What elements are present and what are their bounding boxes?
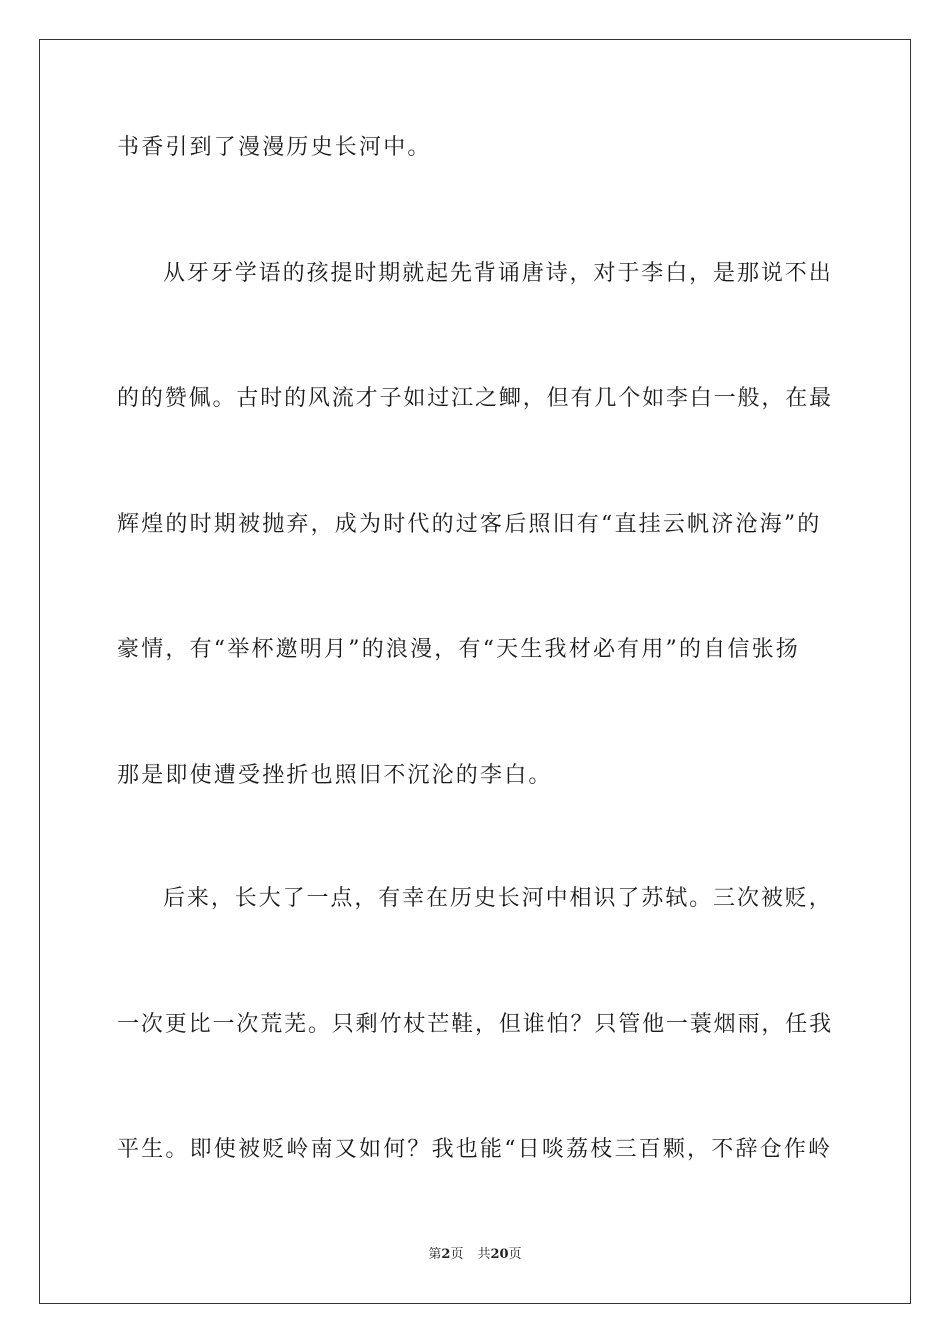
footer-total-prefix: 共 [477, 1247, 491, 1262]
text-line-7: 后来，长大了一点，有幸在历史长河中相识了苏轼。三次被贬， [163, 886, 833, 911]
footer-page-number: 2 [441, 1247, 451, 1262]
footer-total-suffix: 页 [508, 1247, 522, 1262]
page-border [39, 39, 911, 1304]
text-line-1: 书香引到了漫漫历史长河中。 [117, 135, 432, 160]
page-footer [0, 1246, 950, 1264]
text-line-6: 那是即使遭受挫折也照旧不沉沦的李白。 [117, 763, 553, 788]
text-line-9: 平生。即使被贬岭南又如何？我也能“日啖荔枝三百颗，不辞仓作岭 [117, 1137, 833, 1162]
footer-total-number: 20 [490, 1247, 509, 1262]
text-line-5: 豪情，有“举杯邀明月”的浪漫，有“天生我材必有用”的自信张扬 [117, 637, 800, 662]
text-line-2: 从牙牙学语的孩提时期就起先背诵唐诗，对于李白，是那说不出 [163, 261, 833, 286]
text-line-4: 辉煌的时期被抛弃，成为时代的过客后照旧有“直挂云帆济沧海”的 [117, 512, 822, 537]
footer-page-prefix: 第 [428, 1247, 442, 1262]
text-line-8: 一次更比一次荒芜。只剩竹杖芒鞋，但谁怕？只管他一蓑烟雨，任我 [117, 1012, 834, 1037]
text-line-3: 的的赞佩。古时的风流才子如过江之鲫，但有几个如李白一般，在最 [117, 386, 834, 411]
footer-page-suffix: 页 [450, 1247, 464, 1262]
